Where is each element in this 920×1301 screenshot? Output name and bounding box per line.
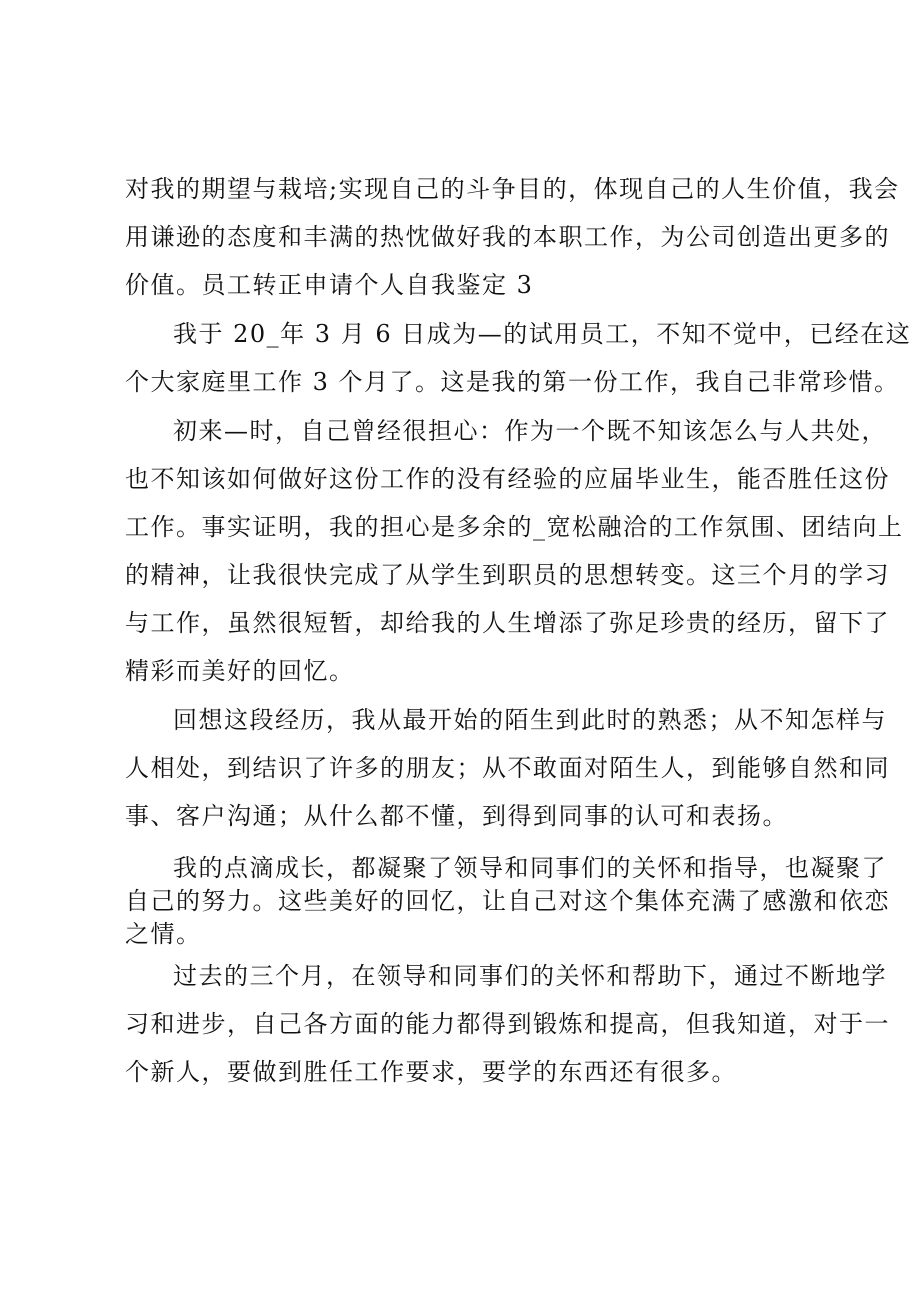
paragraph-6-line-1: 过去的三个月，在领导和同事们的关怀和帮助下，通过不断地学 bbox=[173, 962, 887, 990]
paragraph-3-line-6: 精彩而美好的回忆。 bbox=[125, 657, 355, 685]
paragraph-1-line-3: 价值。员工转正申请个人自我鉴定 3 bbox=[125, 271, 534, 299]
paragraph-2-line-2: 个大家庭里工作 3 个月了。这是我的第一份工作，我自己非常珍惜。 bbox=[125, 368, 900, 396]
paragraph-3-line-3: 工作。事实证明，我的担心是多余的_宽松融洽的工作氛围、团结向上 bbox=[125, 513, 904, 541]
paragraph-5-line-2: 自己的努力。这些美好的回忆，让自己对这个集体充满了感激和依恋 bbox=[125, 887, 890, 915]
paragraph-5-line-1: 我的点滴成长，都凝聚了领导和同事们的关怀和指导，也凝聚了 bbox=[173, 854, 887, 882]
paragraph-1-line-1: 对我的期望与栽培;实现自己的斗争目的，体现自己的人生价值，我会 bbox=[125, 175, 900, 203]
paragraph-1-line-2: 用谦逊的态度和丰满的热忱做好我的本职工作，为公司创造出更多的 bbox=[125, 223, 890, 251]
paragraph-6-line-3: 个新人，要做到胜任工作要求，要学的东西还有很多。 bbox=[125, 1058, 737, 1086]
paragraph-4-line-1: 回想这段经历，我从最开始的陌生到此时的熟悉；从不知怎样与 bbox=[173, 706, 887, 734]
paragraph-3-line-4: 的精神，让我很快完成了从学生到职员的思想转变。这三个月的学习 bbox=[125, 561, 890, 589]
paragraph-3-line-5: 与工作，虽然很短暂，却给我的人生增添了弥足珍贵的经历，留下了 bbox=[125, 609, 890, 637]
paragraph-6-line-2: 习和进步，自己各方面的能力都得到锻炼和提高，但我知道，对于一 bbox=[125, 1010, 890, 1038]
paragraph-3-line-2: 也不知该如何做好这份工作的没有经验的应届毕业生，能否胜任这份 bbox=[125, 465, 890, 493]
paragraph-4-line-3: 事、客户沟通；从什么都不懂，到得到同事的认可和表扬。 bbox=[125, 802, 788, 830]
paragraph-3-line-1: 初来—时，自己曾经很担心：作为一个既不知该怎么与人共处， bbox=[173, 417, 887, 445]
paragraph-4-line-2: 人相处，到结识了许多的朋友；从不敢面对陌生人，到能够自然和同 bbox=[125, 754, 890, 782]
paragraph-5-line-3: 之情。 bbox=[125, 920, 202, 948]
paragraph-2-line-1: 我于 20_年 3 月 6 日成为—的试用员工，不知不觉中，已经在这 bbox=[173, 320, 912, 348]
